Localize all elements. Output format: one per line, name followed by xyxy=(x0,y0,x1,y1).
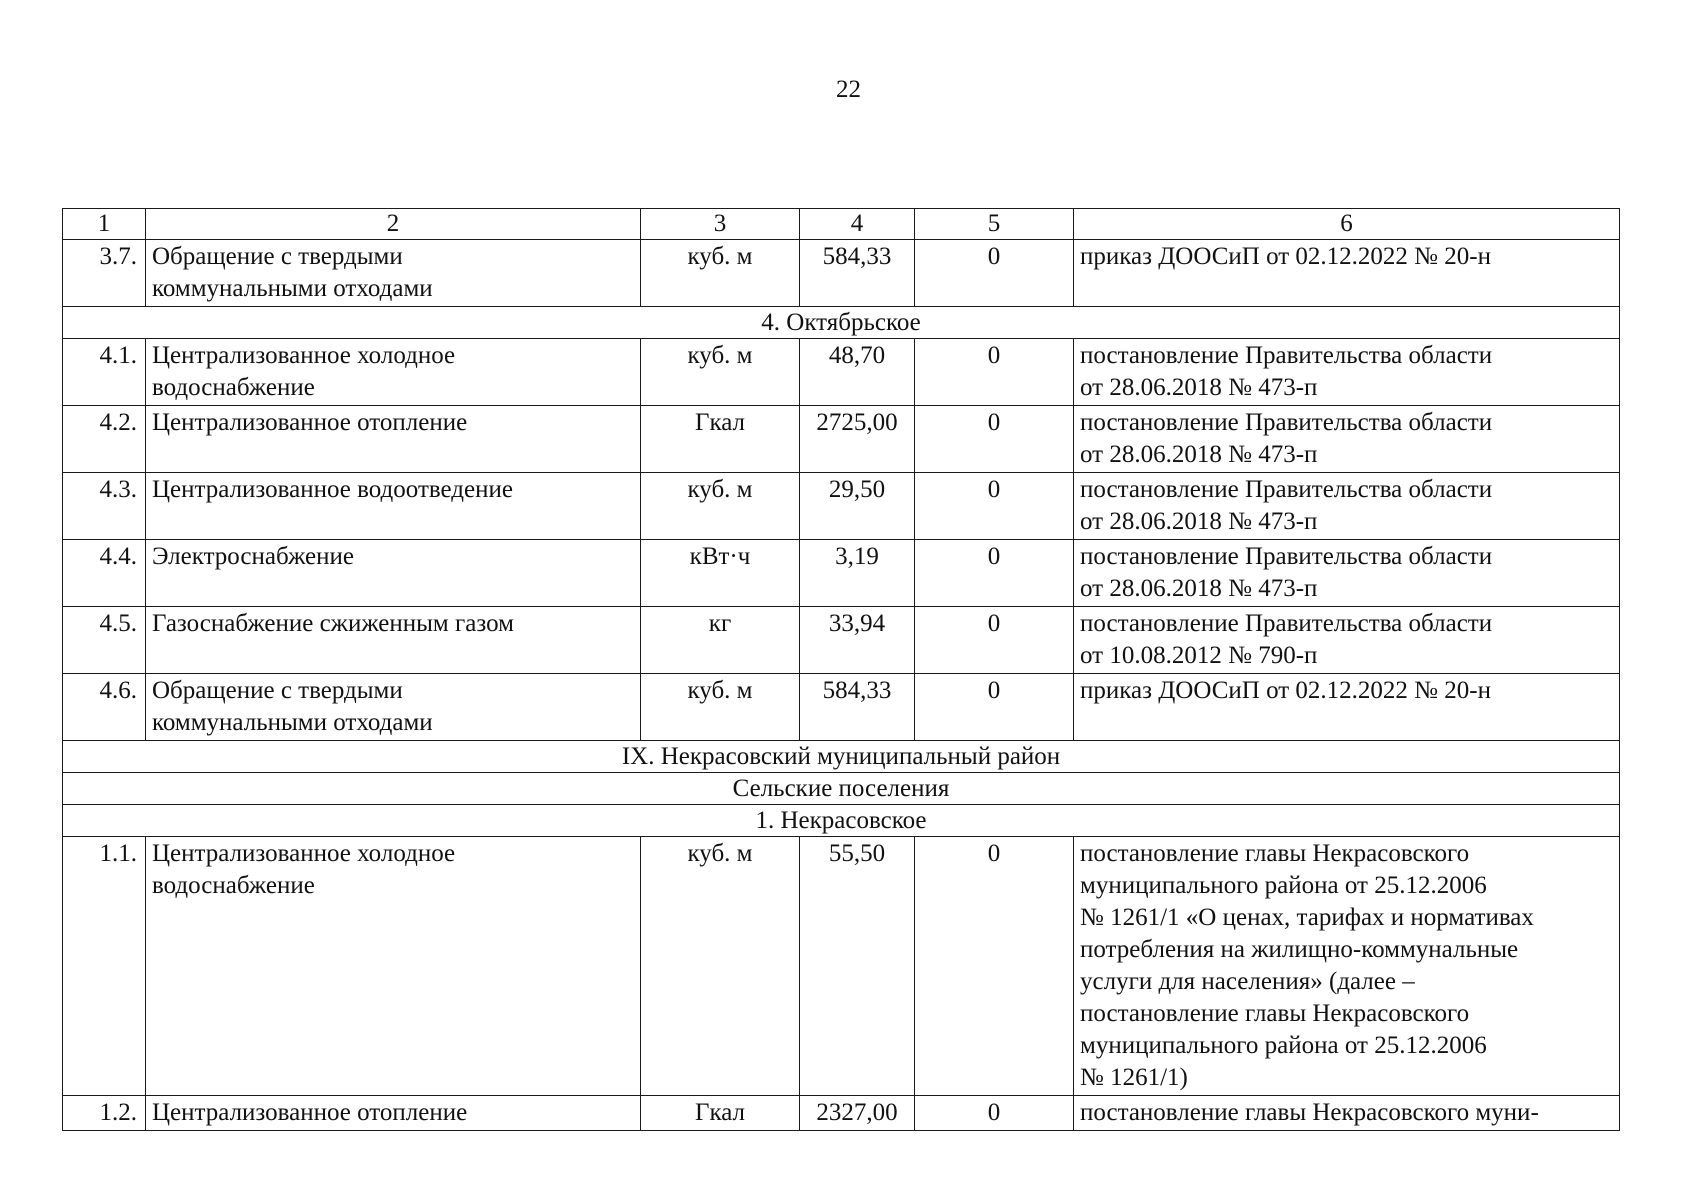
service-name xyxy=(146,406,641,473)
legal-basis-line: приказ ДООСиП от 02.12.2022 № 20-н xyxy=(1080,243,1491,270)
legal-basis-line: муниципального района от 25.12.2006 xyxy=(1080,1032,1487,1059)
legal-basis-line: постановление Правительства области xyxy=(1080,476,1493,503)
unit: куб. м xyxy=(641,240,800,307)
norm-value: 3,19 xyxy=(800,540,915,607)
service-name-line: Обращение с твердыми xyxy=(152,677,403,704)
service-name-line: Централизованное холодное xyxy=(152,840,456,867)
column-5-value: 0 xyxy=(915,473,1074,540)
table-row xyxy=(63,674,1620,741)
table-header-row xyxy=(63,209,1620,240)
service-name-line: Централизованное водоотведение xyxy=(152,476,513,503)
service-name-line: водоснабжение xyxy=(152,872,315,899)
row-number: 3.7. xyxy=(63,240,146,307)
legal-basis-line: потребления на жилищно-коммунальные xyxy=(1080,936,1519,963)
legal-basis-line: постановление Правительства области xyxy=(1080,342,1493,369)
service-name-line: коммунальными отходами xyxy=(152,709,433,736)
table-row xyxy=(63,406,1620,473)
legal-basis-line: постановление Правительства области xyxy=(1080,409,1493,436)
legal-basis-line: от 28.06.2018 № 473-п xyxy=(1080,508,1318,535)
table-row xyxy=(63,240,1620,307)
service-name xyxy=(146,837,641,1096)
table-row xyxy=(63,540,1620,607)
norm-value: 33,94 xyxy=(800,607,915,674)
legal-basis-line: № 1261/1 «О ценах, тарифах и нормативах xyxy=(1080,904,1534,931)
norm-value: 55,50 xyxy=(800,837,915,1096)
column-5-value: 0 xyxy=(915,240,1074,307)
legal-basis-line: постановление Правительства области xyxy=(1080,543,1493,570)
service-name-line: Централизованное холодное xyxy=(152,342,456,369)
service-name xyxy=(146,1096,641,1131)
legal-basis xyxy=(1074,607,1620,674)
section-row xyxy=(63,773,1620,805)
service-name xyxy=(146,339,641,406)
header-cell: 1 xyxy=(63,209,146,240)
service-name xyxy=(146,473,641,540)
section-title: IX. Некрасовский муниципальный район xyxy=(63,741,1620,773)
legal-basis-line: постановление главы Некрасовского xyxy=(1080,840,1470,867)
row-number: 4.6. xyxy=(63,674,146,741)
norm-value: 2725,00 xyxy=(800,406,915,473)
legal-basis xyxy=(1074,406,1620,473)
legal-basis-line: услуги для населения» (далее – xyxy=(1080,968,1415,995)
section-title: Сельские поселения xyxy=(63,773,1620,805)
header-cell: 5 xyxy=(915,209,1074,240)
service-name-line: Электроснабжение xyxy=(152,543,354,570)
norm-value: 584,33 xyxy=(800,240,915,307)
legal-basis-line: от 28.06.2018 № 473-п xyxy=(1080,441,1318,468)
section-row xyxy=(63,307,1620,339)
section-row xyxy=(63,805,1620,837)
column-5-value: 0 xyxy=(915,607,1074,674)
section-title: 4. Октябрьское xyxy=(63,307,1620,339)
column-5-value: 0 xyxy=(915,1096,1074,1131)
unit: кВт·ч xyxy=(641,540,800,607)
header-cell: 4 xyxy=(800,209,915,240)
legal-basis-line: № 1261/1) xyxy=(1080,1064,1188,1091)
header-cell: 3 xyxy=(641,209,800,240)
legal-basis xyxy=(1074,540,1620,607)
table-row xyxy=(63,339,1620,406)
unit: Гкал xyxy=(641,1096,800,1131)
service-name xyxy=(146,674,641,741)
norm-value: 584,33 xyxy=(800,674,915,741)
service-name-line: Централизованное отопление xyxy=(152,1099,468,1126)
tariff-table xyxy=(62,208,1620,1131)
column-5-value: 0 xyxy=(915,837,1074,1096)
table-row xyxy=(63,607,1620,674)
header-cell: 6 xyxy=(1074,209,1620,240)
legal-basis-line: от 10.08.2012 № 790-п xyxy=(1080,642,1318,669)
unit: куб. м xyxy=(641,473,800,540)
legal-basis xyxy=(1074,674,1620,741)
norm-value: 29,50 xyxy=(800,473,915,540)
legal-basis xyxy=(1074,837,1620,1096)
service-name xyxy=(146,607,641,674)
legal-basis-line: муниципального района от 25.12.2006 xyxy=(1080,872,1487,899)
unit: Гкал xyxy=(641,406,800,473)
table-row xyxy=(63,473,1620,540)
legal-basis-line: от 28.06.2018 № 473-п xyxy=(1080,575,1318,602)
unit: куб. м xyxy=(641,674,800,741)
header-cell: 2 xyxy=(146,209,641,240)
norm-value: 2327,00 xyxy=(800,1096,915,1131)
row-number: 4.2. xyxy=(63,406,146,473)
unit: кг xyxy=(641,607,800,674)
legal-basis-line: постановление главы Некрасовского муни- xyxy=(1080,1099,1539,1126)
service-name xyxy=(146,540,641,607)
row-number: 4.1. xyxy=(63,339,146,406)
column-5-value: 0 xyxy=(915,339,1074,406)
legal-basis-line: постановление главы Некрасовского xyxy=(1080,1000,1470,1027)
column-5-value: 0 xyxy=(915,406,1074,473)
legal-basis xyxy=(1074,1096,1620,1131)
row-number: 4.5. xyxy=(63,607,146,674)
legal-basis xyxy=(1074,339,1620,406)
row-number: 4.4. xyxy=(63,540,146,607)
column-5-value: 0 xyxy=(915,540,1074,607)
service-name-line: Обращение с твердыми xyxy=(152,243,403,270)
service-name-line: Централизованное отопление xyxy=(152,409,468,436)
norm-value: 48,70 xyxy=(800,339,915,406)
legal-basis-line: от 28.06.2018 № 473-п xyxy=(1080,374,1318,401)
row-number: 4.3. xyxy=(63,473,146,540)
unit: куб. м xyxy=(641,837,800,1096)
service-name xyxy=(146,240,641,307)
unit: куб. м xyxy=(641,339,800,406)
service-name-line: водоснабжение xyxy=(152,374,315,401)
row-number: 1.2. xyxy=(63,1096,146,1131)
service-name-line: Газоснабжение сжиженным газом xyxy=(152,610,514,637)
legal-basis-line: приказ ДООСиП от 02.12.2022 № 20-н xyxy=(1080,677,1491,704)
table-body xyxy=(63,209,1620,1131)
legal-basis xyxy=(1074,240,1620,307)
table-row xyxy=(63,837,1620,1096)
section-title: 1. Некрасовское xyxy=(63,805,1620,837)
legal-basis-line: постановление Правительства области xyxy=(1080,610,1493,637)
row-number: 1.1. xyxy=(63,837,146,1096)
legal-basis xyxy=(1074,473,1620,540)
page-number: 22 xyxy=(836,76,861,103)
service-name-line: коммунальными отходами xyxy=(152,275,433,302)
table-row xyxy=(63,1096,1620,1131)
section-row xyxy=(63,741,1620,773)
column-5-value: 0 xyxy=(915,674,1074,741)
